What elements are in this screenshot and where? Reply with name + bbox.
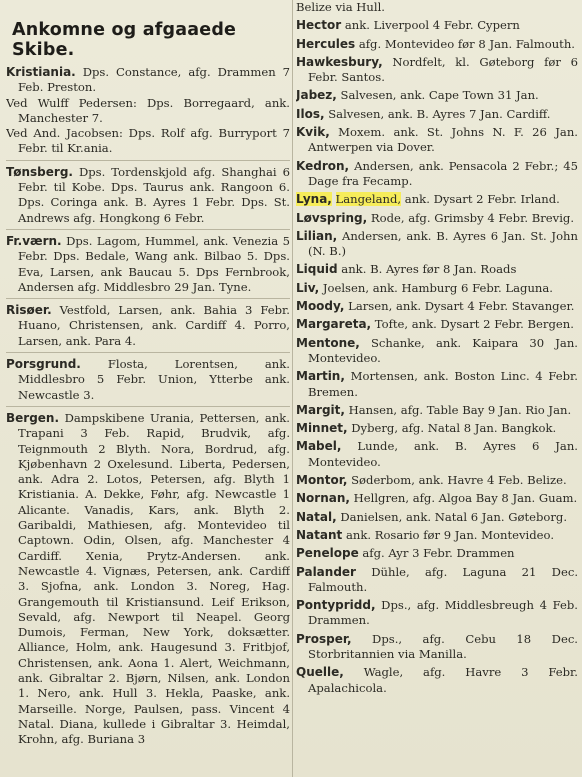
ship-entry-text: Hansen, afg. Table Bay 9 Jan. Rio Jan. (344, 402, 572, 417)
ship-entry (296, 546, 578, 561)
ship-entry-text: ank. Liverpool 4 Febr. Cypern (341, 18, 520, 33)
ship-entry (296, 262, 578, 277)
ship-name: Ilos, (296, 106, 325, 121)
port-entry-text: Vestfold, Larsen, ank. Bahia 3 Febr. Huano, Christensen, ank. Cardiff 4. Porro, Larsen, ank. Para 4. (18, 303, 290, 348)
ship-name: Penelope (296, 546, 359, 561)
ship-entry (296, 473, 578, 488)
ship-entry (296, 229, 578, 260)
port-entry (6, 357, 290, 403)
section-rule (6, 229, 290, 230)
ship-entry (296, 18, 578, 33)
ship-entry (296, 107, 578, 122)
ship-entry (296, 317, 578, 332)
ship-entry-text: Lunde, ank. B. Ayres 6 Jan. Montevideo. (308, 439, 578, 469)
ship-entry-text: Hellgren, afg. Algoa Bay 8 Jan. Guam. (349, 491, 578, 506)
ship-entry (296, 491, 578, 506)
ship-entry-text: Andersen, ank. Pensacola 2 Febr.; 45 Dage fra Fecamp. (308, 158, 578, 188)
ship-entry-text: Belize via Hull. (296, 0, 385, 14)
ship-entry-text: Dps., afg. Middlesbreugh 4 Feb. Drammen. (308, 598, 578, 628)
port-name: Porsgrund. (6, 357, 81, 372)
ship-name: Quelle, (296, 665, 344, 680)
ship-name: Moody, (296, 299, 345, 314)
port-name: Bergen. (6, 410, 60, 425)
ship-entry (296, 88, 578, 103)
port-entry (6, 411, 290, 748)
ship-name: Løvspring, (296, 210, 368, 225)
highlighted-text: Langeland, (335, 192, 402, 207)
ship-entry (296, 510, 578, 525)
ship-entry (296, 55, 578, 86)
section-rule (6, 406, 290, 407)
ship-name: Lilian, (296, 228, 338, 243)
left-column (6, 0, 290, 777)
ship-entry (296, 403, 578, 418)
port-name: Kristiania. (6, 65, 76, 79)
ship-entry-text: Wagle, afg. Havre 3 Febr. Apalachicola. (308, 665, 578, 695)
ship-entry-text: Dps., afg. Cebu 18 Dec. Storbritannien via Manilla. (308, 631, 578, 661)
ship-name: Liquid (296, 262, 338, 277)
ship-entry-text: Rode, afg. Grimsby 4 Febr. Brevig. (367, 210, 575, 225)
ship-entry-text: Larsen, ank. Dysart 4 Febr. Stavanger. (344, 299, 575, 314)
ship-name: Kedron, (296, 158, 350, 173)
ship-entry-text: Mortensen, ank. Boston Linc. 4 Febr. Bremen. (308, 369, 578, 399)
port-entry-text: Dps. Tordenskjold afg. Shanghai 6 Febr. til Kobe. Dps. Taurus ank. Rangoon 6. Dps. Coringa ank. B. Ayres 1 Febr. Dps. St. Andrews afg. Hongkong 6 Febr. (18, 164, 290, 225)
ship-entry (296, 211, 578, 226)
port-entry (6, 65, 290, 157)
ship-entry (296, 369, 578, 400)
port-entry-text: Dps. Lagom, Hummel, ank. Venezia 5 Febr. Dps. Bedale, Wang ank. Bilbao 5. Dps. Eva, Larsen, ank Baucau 5. Dps Fernbrook, Andersen afg. Middlesbro 29 Jan. Tyne. (18, 233, 290, 294)
port-entry-text: Ved And. Jacobsen: Dps. Rolf afg. Burryport 7 Febr. til Kr.ania. (6, 126, 290, 156)
ship-entry-text: Andersen, ank. B. Ayres 6 Jan. St. John (N. B.) (308, 228, 578, 259)
ship-entry-text: Salvesen, ank. Cape Town 31 Jan. (336, 88, 539, 103)
section-rule (6, 298, 290, 299)
ship-name: Mentone, (296, 335, 360, 350)
column-divider (292, 0, 293, 777)
port-entry-text: Ved Wulff Pedersen: Dps. Borregaard, ank. Manchester 7. (6, 95, 290, 125)
ship-entry (296, 565, 578, 596)
section-rule (6, 160, 290, 161)
ship-entry (296, 421, 578, 436)
ship-entry-text: Tofte, ank. Dysart 2 Febr. Bergen. (371, 317, 574, 332)
ship-name: Nornan, (296, 491, 350, 506)
ship-list (296, 0, 578, 696)
ship-entry (296, 665, 578, 696)
ship-entry (296, 528, 578, 543)
ship-name: Lyna, (296, 192, 332, 207)
port-entry (6, 303, 290, 349)
ship-name: Jabez, (296, 88, 337, 103)
ship-name: Hawkesbury, (296, 54, 383, 69)
ship-entry-text: Nordfelt, kl. Gøteborg før 6 Febr. Santos. (308, 54, 578, 85)
ship-name: Kvik, (296, 125, 330, 140)
ship-name: Pontypridd, (296, 598, 376, 613)
ship-entry (296, 439, 578, 470)
port-entry-text: Dampskibene Urania, Pettersen, ank. Trapani 3 Feb. Rapid, Brudvik, afg. Teignmouth 2 Blyth. Nora, Bordrud, afg. Kjøbenhavn 2 Oxelesund. Liberta, Pedersen, ank. Adra 2. Lotos, Petersen, afg. Blyth 1 Kristiania. A. Dekke, Føhr, afg. Newcastle 1 Alicante. Vanadis, Kars, ank. Blyth 2. Garibaldi, Mathiesen, afg. Montevideo til Captown. Odin, Olsen, afg. Manchester 4 Cardiff. Xenia, Prytz-Andersen. ank. Newcastle 4. Vignæs, Petersen, ank. Cardiff 3. Sjofna, ank. London 3. Noreg, Hag. Grangemouth til Kristiansund. Leif Erikson, Sevald, afg. Newport til Neapel. Georg Dumois, Ferman, New York, doksætter. Alliance, Holm, ank. Haugesund 3. Fritbjof, Christensen, ank. Aona 1. Alert, Weichmann, ank. Gibraltar 2. Bjørn, Nilsen, ank. London 1. Nero, ank. Hull 3. Hekla, Paaske, ank. Marseille. Norge, Paulsen, pass. Vincent 4 Natal. Diana, kullede i Gibraltar 3. Heimdal, Krohn, afg. Buriana 3 (18, 410, 290, 747)
section-rule (6, 352, 290, 353)
port-list (6, 65, 290, 747)
ship-entry-text: Moxem. ank. St. Johns N. F. 26 Jan. Antwerpen via Dover. (308, 125, 578, 155)
ship-name: Margareta, (296, 317, 372, 332)
ship-name: Martin, (296, 369, 345, 384)
ship-name: Prosper, (296, 631, 352, 646)
ship-entry (296, 37, 578, 52)
ship-entry-text: Danielsen, ank. Natal 6 Jan. Gøteborg. (336, 509, 568, 524)
ship-entry (296, 336, 578, 367)
port-name: Tønsberg. (6, 164, 73, 179)
ship-entry-text: Søderbom, ank. Havre 4 Feb. Belize. (347, 473, 567, 488)
ship-entry-text: afg. Montevideo før 8 Jan. Falmouth. (355, 36, 575, 51)
ship-entry (296, 159, 578, 190)
ship-entry-text: Dyberg, afg. Natal 8 Jan. Bangkok. (347, 421, 557, 436)
ship-name: Natal, (296, 509, 337, 524)
port-name: Risøer. (6, 303, 52, 318)
ship-name: Montor, (296, 473, 348, 488)
port-entry (6, 234, 290, 295)
port-name: Fr.værn. (6, 233, 62, 248)
ship-entry (296, 125, 578, 156)
ship-entry (296, 192, 578, 207)
port-entry-text: Dps. Constance, afg. Drammen 7 Feb. Preston. (18, 65, 290, 95)
ship-name: Minnet, (296, 421, 348, 436)
ship-entry-text: ank. Dysart 2 Febr. Irland. (401, 192, 560, 207)
port-entry-text: Flosta, Lorentsen, ank. Middlesbro 5 Febr. Union, Ytterbe ank. Newcastle 3. (18, 357, 290, 402)
section-headline: Ankomne og afgaaede Skibe. (12, 20, 237, 60)
ship-entry-text: ank. B. Ayres før 8 Jan. Roads (337, 262, 517, 277)
ship-entry-text: Joelsen, ank. Hamburg 6 Febr. Laguna. (319, 280, 553, 295)
ship-name: Hector (296, 18, 342, 33)
ship-entry (296, 281, 578, 296)
ship-name: Mabel, (296, 439, 342, 454)
ship-entry (296, 632, 578, 663)
ship-name: Natant (296, 527, 343, 542)
ship-name: Margit, (296, 402, 345, 417)
ship-entry (296, 0, 578, 15)
ship-entry-text: afg. Ayr 3 Febr. Drammen (358, 546, 515, 561)
port-entry (6, 165, 290, 226)
ship-entry (296, 299, 578, 314)
ship-entry-text: Dühle, afg. Laguna 21 Dec. Falmouth. (308, 564, 578, 594)
ship-entry (296, 598, 578, 629)
right-column (296, 0, 578, 777)
ship-entry-text: ank. Rosario før 9 Jan. Montevideo. (342, 527, 555, 542)
ship-name: Palander (296, 564, 356, 579)
ship-entry-text: Salvesen, ank. B. Ayres 7 Jan. Cardiff. (324, 106, 551, 121)
ship-name: Hercules (296, 36, 356, 51)
ship-entry-text: Schanke, ank. Kaipara 30 Jan. Montevideo. (308, 335, 578, 365)
ship-name: Liv, (296, 280, 320, 295)
